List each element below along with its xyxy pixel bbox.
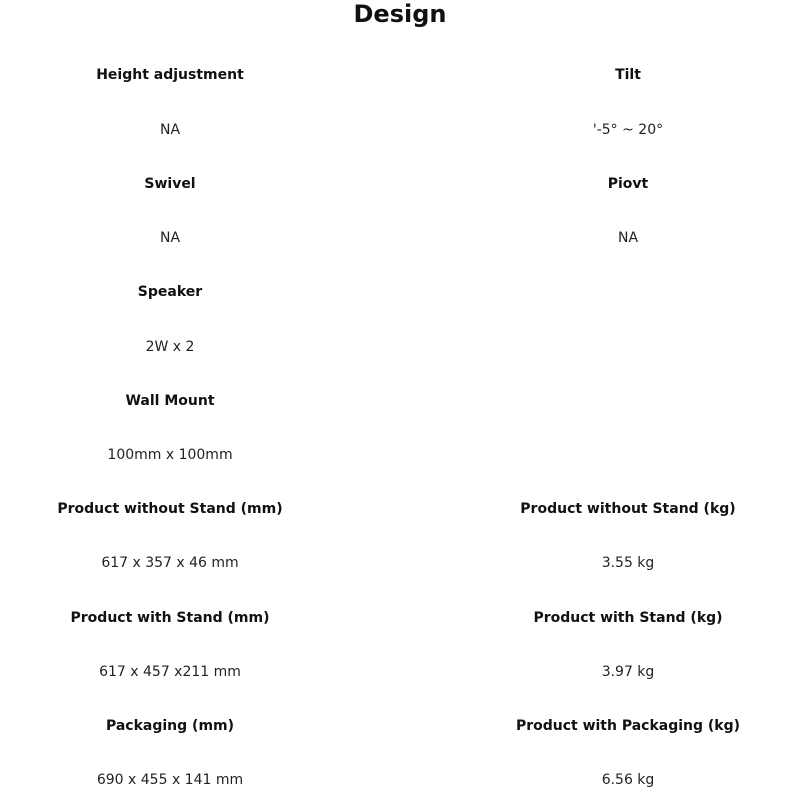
spec-value-speaker: 2W x 2 <box>145 339 195 355</box>
spec-value-product-with-stand-kg: 3.97 kg <box>601 664 655 680</box>
spec-label-pivot: Piovt <box>607 176 649 192</box>
spec-label-product-without-stand-mm: Product without Stand (mm) <box>57 501 283 517</box>
spec-label-tilt: Tilt <box>615 67 641 83</box>
page-title: Design <box>353 0 447 28</box>
spec-label-packaging-mm: Packaging (mm) <box>105 718 235 734</box>
spec-label-swivel: Swivel <box>144 176 196 192</box>
spec-value-wall-mount: 100mm x 100mm <box>107 447 233 463</box>
spec-value-product-with-packaging-kg: 6.56 kg <box>601 772 655 788</box>
spec-value-tilt: '-5° ~ 20° <box>592 122 664 138</box>
spec-value-packaging-mm: 690 x 455 x 141 mm <box>96 772 244 788</box>
spec-value-product-without-stand-mm: 617 x 357 x 46 mm <box>101 555 239 571</box>
spec-value-height-adjustment: NA <box>159 122 181 138</box>
spec-label-speaker: Speaker <box>137 284 203 300</box>
spec-value-product-with-stand-mm: 617 x 457 x211 mm <box>99 664 241 680</box>
spec-label-height-adjustment: Height adjustment <box>96 67 244 83</box>
spec-value-product-without-stand-kg: 3.55 kg <box>601 555 655 571</box>
spec-label-wall-mount: Wall Mount <box>125 393 215 409</box>
spec-label-product-with-stand-mm: Product with Stand (mm) <box>70 610 270 626</box>
spec-label-product-without-stand-kg: Product without Stand (kg) <box>520 501 736 517</box>
spec-value-swivel: NA <box>159 230 181 246</box>
spec-label-product-with-packaging-kg: Product with Packaging (kg) <box>515 718 741 734</box>
spec-label-product-with-stand-kg: Product with Stand (kg) <box>533 610 723 626</box>
spec-value-pivot: NA <box>617 230 639 246</box>
